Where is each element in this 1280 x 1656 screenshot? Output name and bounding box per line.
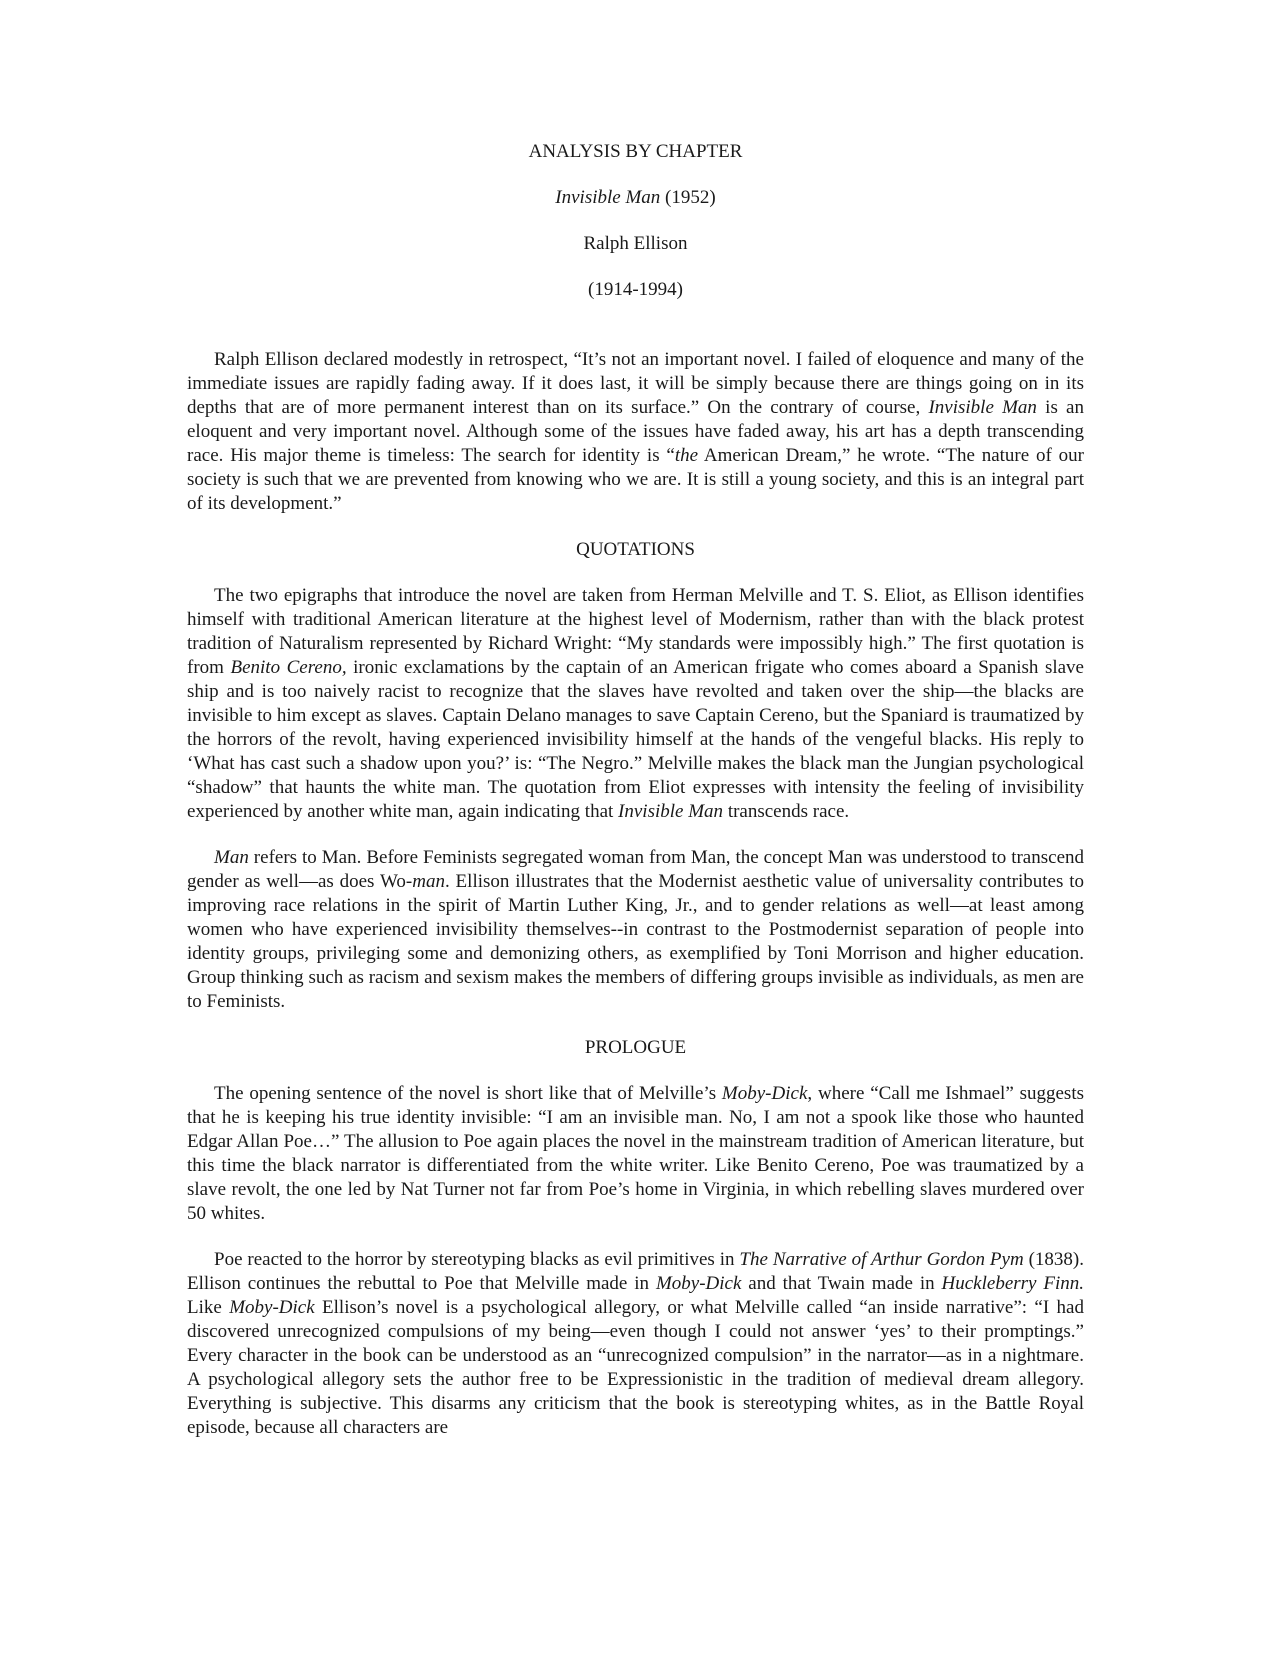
italic-word: the [674,445,699,466]
text-run: . Ellison illustrates that the Modernist aesthetic value of universality contributes to improving race relations in the spirit of Martin Luther King, Jr., and to gender relations as well—at least among women who have experienced invisibility themselves--in contrast to the Postmodernist separation of people into identity groups, privileging some and demonizing others, as exemplified by Toni Morrison and higher education. Group thinking such as racism and sexism makes the members of differing groups invisible as individuals, as men are to Feminists. [187,871,1084,1012]
text-run: , where “Call me Ishmael” suggests that he is keeping his true identity invisible: “I am an invisible man. No, I am not a spook like those who haunted Edgar Allan Poe…” The allusion to Poe again places the novel in the mainstream tradition of American literature, but this time the black narrator is differentiated from the white writer. Like Benito Cereno, Poe was traumatized by a slave revolt, the one led by Nat Turner not far from Poe’s home in Virginia, in which rebelling slaves murdered over 50 whites. [187,1083,1084,1224]
italic-title: The Narrative of Arthur Gordon Pym [739,1249,1024,1270]
italic-title: Benito Cereno, [230,657,347,678]
italic-title: Invisible Man [618,801,724,822]
prologue-paragraph-2 [187,1248,1084,1440]
page-heading: ANALYSIS BY CHAPTER [528,141,743,162]
text-run: refers to Man. Before Feminists segregated woman from Man, the concept Man was understood to transcend gender as well—as does Wo- [187,847,1084,892]
text-run: The two epigraphs that introduce the novel are taken from Herman Melville and T. S. Eliot, as Ellison identifies himself with traditional American literature at the highest level of Modernism, rather than with the black protest tradition of Naturalism represented by Richard Wright: “My standards were impossibly high.” The first quotation is from [187,585,1084,678]
text-run: American Dream,” he wrote. “The nature of our society is such that we are prevented from knowing who we are. It is still a young society, and this is an integral part of its development.” [187,445,1084,514]
text-run: Ralph Ellison declared modestly in retrospect, “It’s not an important novel. I failed of eloquence and many of the immediate issues are rapidly fading away. If it does last, it will be simply because there are things going on in its depths that are of more permanent interest than on its surface.” On the contrary of course, [187,349,1084,418]
book-year: (1952) [660,187,716,208]
book-title-line [187,186,1084,210]
text-run: Ellison’s novel is a psychological allegory, or what Melville called “an inside narrative”: “I had discovered unrecognized compulsions of my being—even though I could not answer ‘yes’ to their promptings.” Every character in the book can be understood as an “unrecognized compulsion” in the narrator—as in a nightmare. A psychological allegory sets the author free to be Expressionistic in the tradition of medieval dream allegory. Everything is subjective. This disarms any criticism that the book is stereotyping whites, as in the Battle Royal episode, because all characters are [187,1297,1084,1438]
text-run: The opening sentence of the novel is short like that of Melville’s [214,1083,722,1104]
intro-paragraph [187,348,1084,516]
italic-title: Huckleberry Finn. [941,1273,1085,1294]
section-heading-quotations: QUOTATIONS [576,539,695,560]
author-dates: (1914-1994) [588,279,683,300]
text-run: is an eloquent and very important novel. Although some of the issues have faded away, his art has a depth transcending race. His major theme is timeless: The search for identity is “ [187,397,1084,466]
book-title: Invisible Man [555,187,661,208]
quotations-paragraph-2 [187,846,1084,1014]
prologue-paragraph-1 [187,1082,1084,1226]
italic-word: Man [214,847,249,868]
text-run: Poe reacted to the horror by stereotyping blacks as evil primitives in [214,1249,740,1270]
italic-title: Moby-Dick [655,1273,742,1294]
text-run: (1838). Ellison continues the rebuttal to Poe that Melville made in [187,1249,1084,1294]
text-run: ironic exclamations by the captain of an American frigate who comes aboard a Spanish slave ship and is too naively racist to recognize that the slaves have revolted and taken over the ship—the blacks are invisible to him except as slaves. Captain Delano manages to save Captain Cereno, but the Spaniard is traumatized by the horrors of the revolt, having experienced invisibility himself at the hands of the vengeful blacks. His reply to ‘What has cast such a shadow upon you?’ is: “The Negro.” Melville makes the black man the Jungian psychological “shadow” that haunts the white man. The quotation from Eliot expresses with intensity the feeling of invisibility experienced by another white man, again indicating that [187,657,1084,822]
italic-word: man [412,871,445,892]
italic-title: Moby-Dick [721,1083,808,1104]
text-run: Like [187,1297,230,1318]
section-heading-prologue: PROLOGUE [584,1037,687,1058]
document-page [187,140,1084,1440]
text-run: transcends race. [723,801,850,822]
italic-title: Invisible Man [928,397,1037,418]
italic-title: Moby-Dick [229,1297,315,1318]
author-name: Ralph Ellison [583,233,688,254]
text-run: and that Twain made in [741,1273,942,1294]
quotations-paragraph-1 [187,584,1084,824]
